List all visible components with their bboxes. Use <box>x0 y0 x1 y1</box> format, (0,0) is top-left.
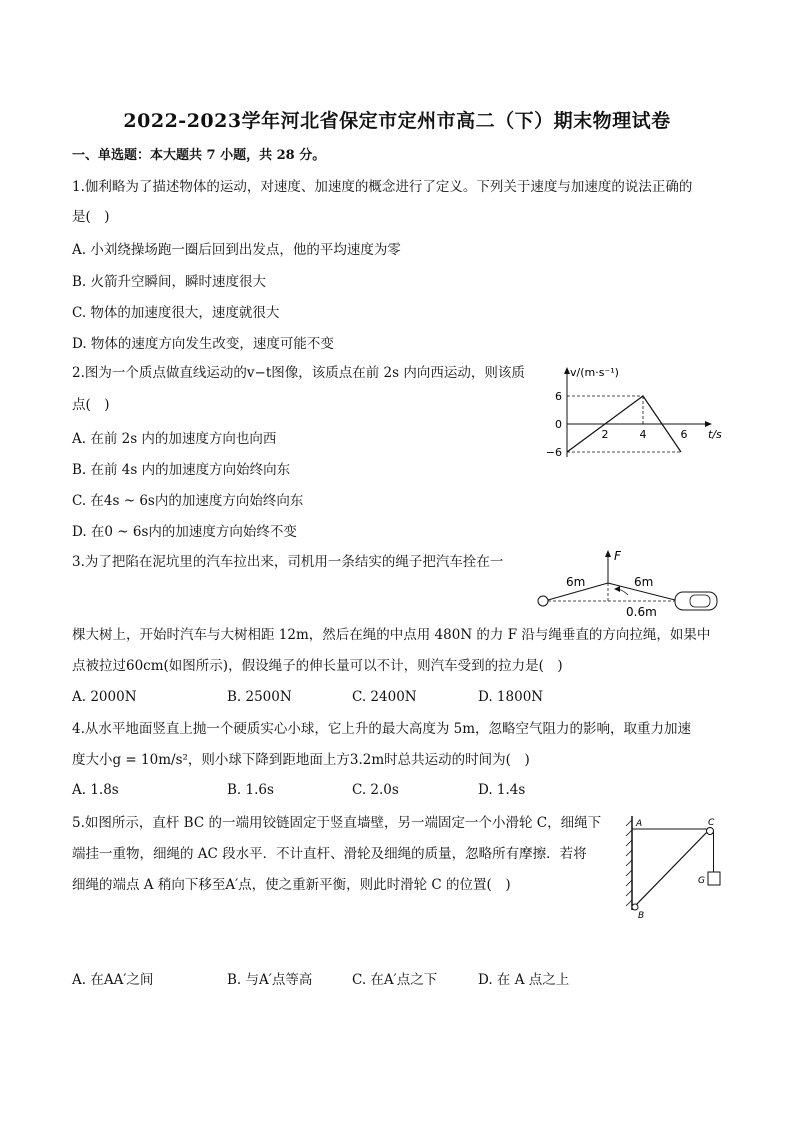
section-heading: 一、单选题：本大题共 7 小题，共 28 分。 <box>72 148 326 163</box>
q2-stem-line2: 点( ) <box>72 397 110 413</box>
q2-option-d: D. 在0 ~ 6s内的加速度方向始终不变 <box>72 524 297 540</box>
label-a: A <box>636 819 643 829</box>
vt-tick-t4: 4 <box>639 428 647 441</box>
pulley-c <box>707 828 714 835</box>
q3-option-a: A. 2000N <box>72 689 137 705</box>
hinge-b <box>632 904 638 910</box>
weight-g <box>708 872 720 885</box>
offset-length: 0.6m <box>626 605 657 619</box>
q3-option-b: B. 2500N <box>227 689 292 705</box>
q1-option-a: A. 小刘绕操场跑一圈后回到出发点，他的平均速度为零 <box>72 242 401 258</box>
q4-option-c: C. 2.0s <box>352 782 399 798</box>
vt-tick-0: 0 <box>555 418 562 431</box>
rope-right-length: 6m <box>634 575 654 589</box>
q2-option-a: A. 在前 2s 内的加速度方向也向西 <box>72 431 277 447</box>
rod-bc <box>635 831 708 906</box>
q5-option-c: C. 在A′点之下 <box>352 972 438 988</box>
force-arrowhead <box>605 550 611 557</box>
label-b: B <box>638 911 645 921</box>
q4-stem-line2: 度大小g = 10m/s²，则小球下降到距地面上方3.2m时总共运动的时间为( ) <box>72 752 530 768</box>
vt-x-label: t/s <box>708 428 722 441</box>
q3-option-c: C. 2400N <box>352 689 417 705</box>
q5-option-b: B. 与A′点等高 <box>227 972 313 988</box>
offset-curve-arrowhead <box>614 586 620 592</box>
label-c: C <box>708 818 715 828</box>
q5-option-a: A. 在AA′之间 <box>72 972 154 988</box>
q5-stem-line2: 端挂一重物，细绳的 AC 段水平．不计直杆、滑轮及细绳的质量，忽略所有摩擦．若将 <box>72 846 587 862</box>
q2-option-b: B. 在前 4s 内的加速度方向始终向东 <box>72 462 291 478</box>
q2-stem-line1: 2.图为一个质点做直线运动的v−t图像，该质点在前 2s 内向西运动，则该质 <box>72 365 525 381</box>
vt-tick-t2: 2 <box>601 428 609 441</box>
q1-option-d: D. 物体的速度方向发生改变，速度可能不变 <box>72 336 334 352</box>
vt-tick-neg6: −6 <box>545 446 562 459</box>
q4-option-b: B. 1.6s <box>227 782 274 798</box>
vt-x-arrow <box>705 421 712 427</box>
q3-stem-line2: 棵大树上，开始时汽车与大树相距 12m，然后在绳的中点用 480N 的力 F 沿与绳垂直的方向拉绳，如果中 <box>72 627 711 643</box>
q5-stem-line1: 5.如图所示，直杆 BC 的一端用铰链固定于竖直墙壁，另一端固定一个小滑轮 C，细绳下 <box>72 815 602 831</box>
q4-option-a: A. 1.8s <box>72 782 119 798</box>
q1-stem-line2: 是( ) <box>72 209 110 225</box>
page-title: 2022-2023学年河北省保定市定州市高二（下）期末物理试卷 <box>123 110 671 132</box>
q3-option-d: D. 1800N <box>478 689 544 705</box>
vt-tick-t6: 6 <box>680 428 688 441</box>
rope-left-length: 6m <box>566 575 586 589</box>
q5-option-d: D. 在 A 点之上 <box>478 972 570 988</box>
vt-graph <box>540 362 730 470</box>
vt-y-label: v/(m·s⁻¹) <box>570 366 619 379</box>
label-g: G <box>698 876 705 886</box>
tree-circle <box>538 596 548 606</box>
q5-stem-line3: 细绳的端点 A 稍向下移至A′点，使之重新平衡，则此时滑轮 C 的位置( ) <box>72 877 511 893</box>
force-label: F <box>614 549 621 563</box>
q1-stem-line1: 1.伽利略为了描述物体的运动，对速度、加速度的概念进行了定义。下列关于速度与加速度的说法正确的 <box>72 179 693 195</box>
q1-option-b: B. 火箭升空瞬间，瞬时速度很大 <box>72 274 267 290</box>
q3-stem-line1: 3.为了把陷在泥坑里的汽车拉出来，司机用一条结实的绳子把汽车拴在一 <box>72 554 504 570</box>
wall-hatching <box>626 820 632 906</box>
vt-tick-6: 6 <box>555 390 562 403</box>
q1-option-c: C. 物体的加速度很大，速度就很大 <box>72 305 280 321</box>
q2-option-c: C. 在4s ~ 6s内的加速度方向始终向东 <box>72 493 304 509</box>
q4-option-d: D. 1.4s <box>478 782 526 798</box>
rope-car-figure <box>530 545 725 620</box>
wall-rod-figure <box>620 812 730 924</box>
q3-stem-line3: 点被拉过60cm(如图所示)，假设绳子的伸长量可以不计，则汽车受到的拉力是( ) <box>72 658 563 674</box>
q4-stem-line1: 4.从水平地面竖直上抛一个硬质实心小球，它上升的最大高度为 5m，忽略空气阻力的影响，取重力加速 <box>72 721 692 737</box>
